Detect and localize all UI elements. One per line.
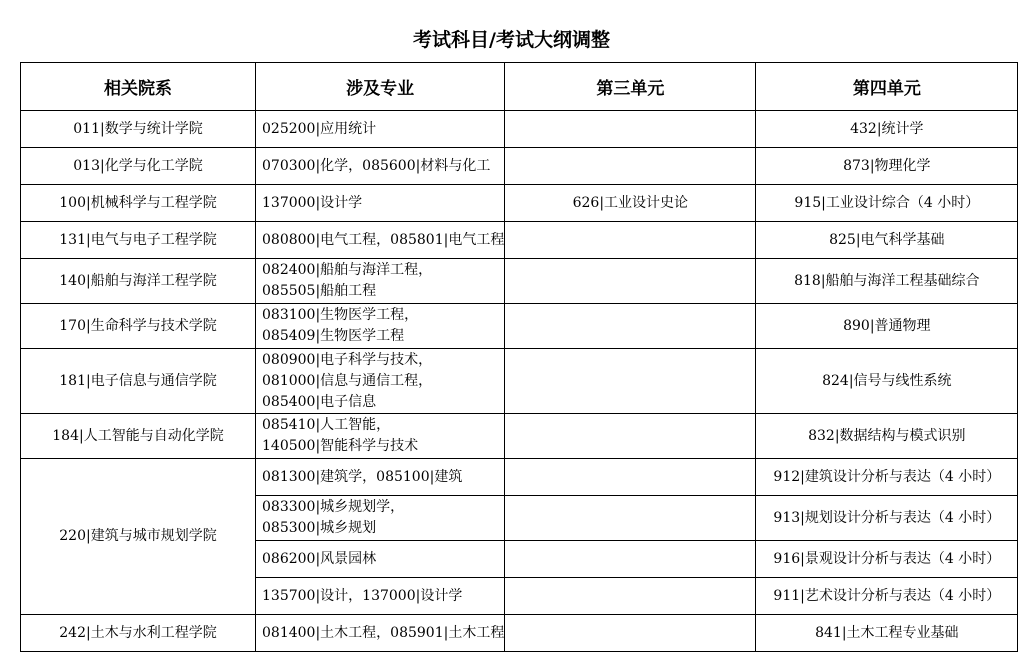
department-cell: 100|机械科学与工程学院 [21,185,256,222]
unit4-cell: 841|土木工程专业基础 [756,615,1018,652]
unit3-cell [505,459,756,496]
exam-adjustment-table [20,62,1018,652]
department-cell: 184|人工智能与自动化学院 [21,414,256,459]
unit4-cell: 911|艺术设计分析与表达（4 小时） [756,578,1018,615]
department-cell: 170|生命科学与技术学院 [21,304,256,349]
unit3-cell [505,496,756,541]
page-title: 考试科目/考试大纲调整 [413,29,610,51]
major-line: 070300|化学，085600|材料与化工 [262,157,491,174]
unit3-cell [505,222,756,259]
unit4-cell: 832|数据结构与模式识别 [756,414,1018,459]
department-cell: 220|建筑与城市规划学院 [21,459,256,615]
major-line: 080800|电气工程，085801|电气工程 [262,231,505,248]
department-cell: 181|电子信息与通信学院 [21,349,256,414]
department-cell: 131|电气与电子工程学院 [21,222,256,259]
header-unit4: 第四单元 [756,63,1018,111]
table-row [21,185,1018,222]
table-row [21,259,1018,304]
major-cell [256,349,505,414]
major-cell [256,259,505,304]
major-cell [256,304,505,349]
table-row [21,414,1018,459]
major-cell [256,414,505,459]
unit3-cell [505,615,756,652]
major-line: 085505|船舶工程 [262,283,377,299]
table-row [21,148,1018,185]
major-line: 085400|电子信息 [262,393,377,410]
major-cell [256,459,505,496]
major-line: 085410|人工智能， [262,417,391,433]
major-line: 085409|生物医学工程 [262,328,405,344]
department-cell: 011|数学与统计学院 [21,111,256,148]
header-unit3: 第三单元 [505,63,756,111]
unit3-cell [505,304,756,349]
unit4-cell: 916|景观设计分析与表达（4 小时） [756,541,1018,578]
unit3-cell [505,578,756,615]
table-body [21,111,1018,652]
major-cell [256,185,505,222]
department-cell: 242|土木与水利工程学院 [21,615,256,652]
major-line: 083300|城乡规划学， [262,499,405,515]
major-cell [256,148,505,185]
major-line: 140500|智能科学与技术 [262,438,419,454]
unit4-cell: 873|物理化学 [756,148,1018,185]
unit3-cell [505,541,756,578]
major-cell [256,578,505,615]
unit3-cell [505,414,756,459]
unit4-cell: 818|船舶与海洋工程基础综合 [756,259,1018,304]
major-line: 086200|风景园林 [262,550,377,567]
table-row [21,349,1018,414]
header-major: 涉及专业 [256,63,505,111]
unit4-cell: 912|建筑设计分析与表达（4 小时） [756,459,1018,496]
header-row [21,63,1018,111]
table-row [21,615,1018,652]
header-department: 相关院系 [21,63,256,111]
department-cell: 013|化学与化工学院 [21,148,256,185]
unit4-cell: 890|普通物理 [756,304,1018,349]
major-line: 025200|应用统计 [262,120,377,137]
unit4-cell: 432|统计学 [756,111,1018,148]
major-line: 081300|建筑学，085100|建筑 [262,468,463,485]
unit3-cell [505,259,756,304]
unit4-cell: 825|电气科学基础 [756,222,1018,259]
major-cell [256,222,505,259]
major-line: 081000|信息与通信工程， [262,372,433,389]
unit4-cell: 913|规划设计分析与表达（4 小时） [756,496,1018,541]
major-line: 082400|船舶与海洋工程， [262,262,433,278]
major-line: 081400|土木工程，085901|土木工程 [262,624,505,641]
major-line: 083100|生物医学工程， [262,307,419,323]
major-cell [256,111,505,148]
major-line: 135700|设计，137000|设计学 [262,587,463,604]
unit3-cell: 626|工业设计史论 [505,185,756,222]
unit4-cell: 915|工业设计综合（4 小时） [756,185,1018,222]
table-row [21,304,1018,349]
table-row [21,459,1018,496]
major-cell [256,615,505,652]
table-row [21,222,1018,259]
major-cell [256,541,505,578]
major-cell [256,496,505,541]
unit4-cell: 824|信号与线性系统 [756,349,1018,414]
unit3-cell [505,349,756,414]
unit3-cell [505,111,756,148]
major-line: 137000|设计学 [262,194,363,211]
unit3-cell [505,148,756,185]
major-line: 085300|城乡规划 [262,520,377,536]
table-row [21,111,1018,148]
major-line: 080900|电子科学与技术， [262,351,433,368]
department-cell: 140|船舶与海洋工程学院 [21,259,256,304]
